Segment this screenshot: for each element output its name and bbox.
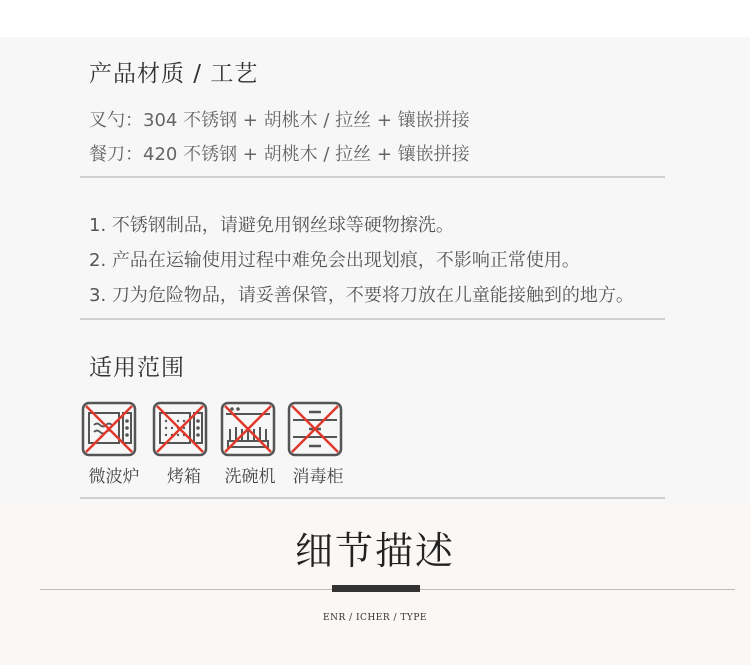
oven-icon [152,401,208,457]
note-item: 1. 不锈钢制品，请避免用钢丝球等硬物擦洗。 [89,215,454,236]
details-title: 细节描述 [294,529,455,573]
divider [80,176,665,178]
material-line-knife: 餐刀：420 不锈钢 + 胡桃木 / 拉丝 + 镶嵌拼接 [89,144,470,165]
dishwasher-icon [220,401,276,457]
divider [80,497,665,499]
details-subcaption: ENR / ICHER / TYPE [323,613,427,623]
usage-label-sterilizer: 消毒柜 [292,467,344,487]
usage-label-microwave: 微波炉 [88,467,140,487]
microwave-icon [81,401,137,457]
material-line-fork-spoon: 叉勺：304 不锈钢 + 胡桃木 / 拉丝 + 镶嵌拼接 [89,110,470,131]
usage-heading: 适用范围 [89,355,185,381]
note-item: 2. 产品在运输使用过程中难免会出现划痕，不影响正常使用。 [89,250,580,271]
material-heading: 产品材质 / 工艺 [89,61,259,87]
usage-label-dishwasher: 洗碗机 [224,467,276,487]
usage-label-oven: 烤箱 [167,467,201,487]
divider [80,318,665,320]
title-accent-bar [332,585,420,592]
sterilizer-cabinet-icon [287,401,343,457]
note-item: 3. 刀为危险物品，请妥善保管，不要将刀放在儿童能接触到的地方。 [89,285,634,306]
